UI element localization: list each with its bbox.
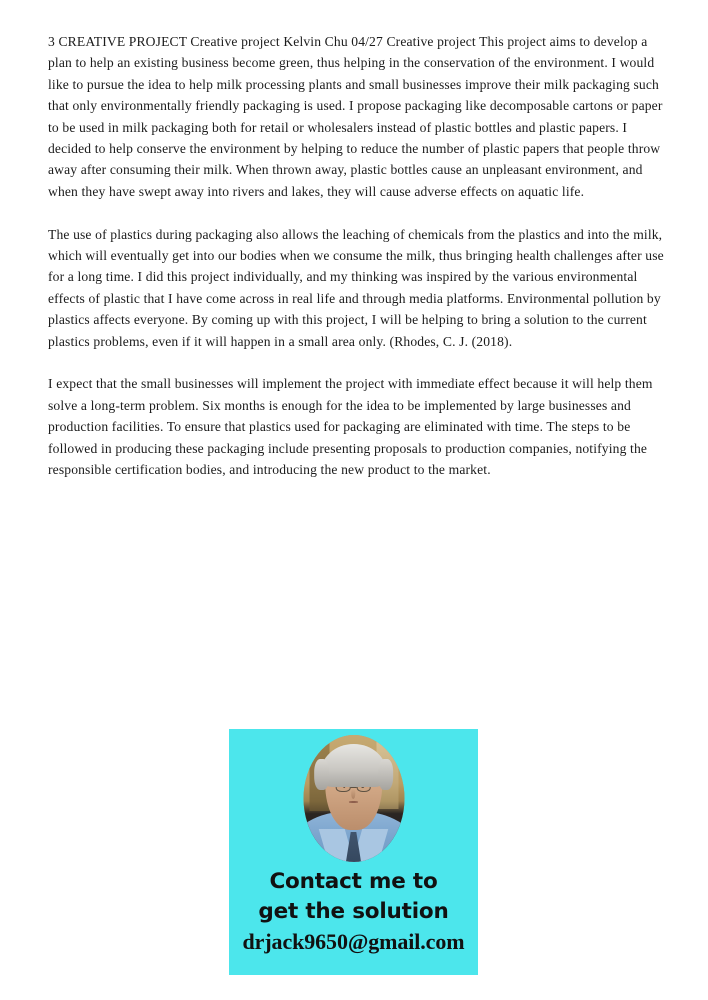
paragraph-3: I expect that the small businesses will implement the project with immediate effect because it will help them solve a long-term problem. Six months is enough for the idea to be implemented by large businesses and production facilities. To ensure that plastics used for packaging are eliminated with time. The steps to be followed in producing these packaging include presenting proposals to production companies, notifying the responsible certification bodies, and introducing the new product to the market. <box>48 376 653 478</box>
document-body <box>48 31 668 481</box>
contact-banner <box>229 729 478 975</box>
banner-headline-line-2: get the solution <box>258 899 449 924</box>
banner-email-address[interactable]: drjack9650@gmail.com <box>242 929 465 954</box>
banner-headline-line-1: Contact me to <box>269 869 438 894</box>
paragraph-1: 3 CREATIVE PROJECT Creative project Kelvin Chu 04/27 Creative project This project aims to develop a plan to help an existing business become green, thus helping in the conservation of the environment. I would like to pursue the idea to help milk processing plants and small businesses improve their milk packaging such that only environmentally friendly packaging is used. I propose packaging like decomposable cartons or paper to be used in milk packaging both for retail or wholesalers instead of plastic bottles and plastic papers. I decided to help conserve the environment by helping to reduce the number of plastic papers that people throw away after consuming their milk. When thrown away, plastic bottles cause an unpleasant environment, and when they have swept away into rivers and lakes, they will cause adverse effects on aquatic life. <box>48 34 663 199</box>
portrait-avatar <box>303 735 404 862</box>
portrait-mouth <box>349 801 357 803</box>
paragraph-2: The use of plastics during packaging also allows the leaching of chemicals from the plastics and into the milk, which will eventually get into our bodies when we consume the milk, thus bringing health challenges after use for a long time. I did this project individually, and my thinking was inspired by the various environmental effects of plastic that I have come across in real life and through media platforms. Environmental pollution by plastics affects everyone. By coming up with this project, I will be helping to bring a solution to the current plastics problems, even if it will happen in a small area only. (Rhodes, C. J. (2018). <box>48 226 664 349</box>
portrait-nose <box>352 789 356 798</box>
